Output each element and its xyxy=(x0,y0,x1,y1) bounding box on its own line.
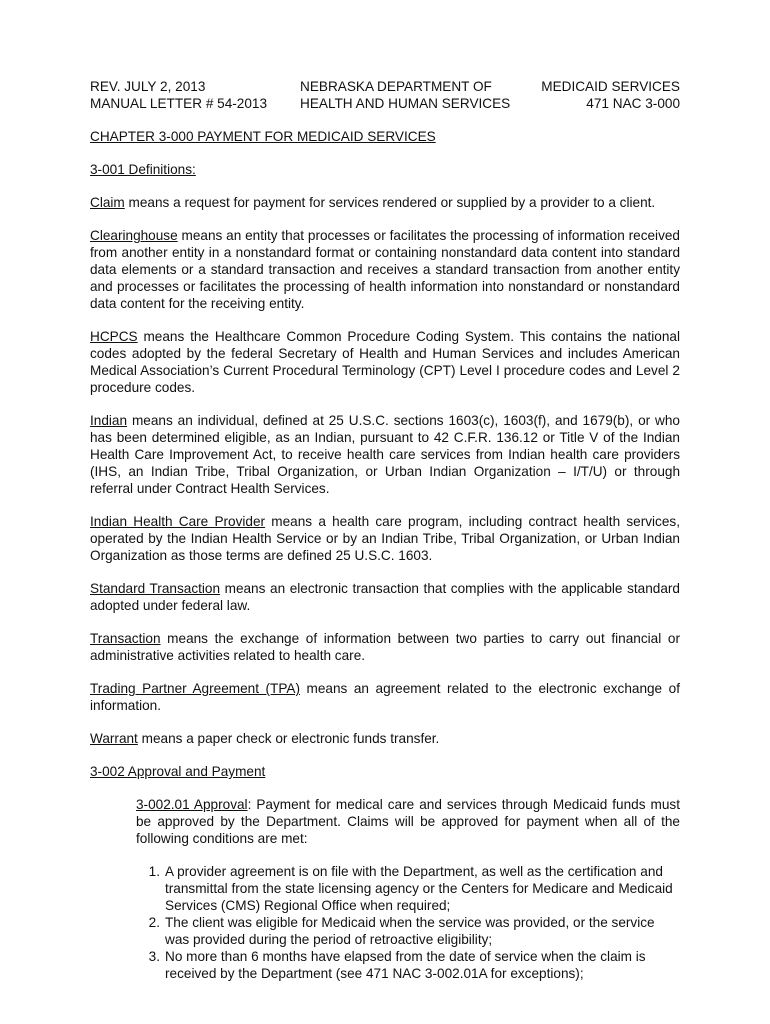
definition-paragraph xyxy=(90,328,680,396)
definition-term: Trading Partner Agreement (TPA) xyxy=(90,681,300,696)
list-number: 3. xyxy=(148,949,160,964)
approval-term: 3-002.01 Approval xyxy=(136,797,248,812)
definition-term: Indian xyxy=(90,413,128,428)
definition-term: Clearinghouse xyxy=(90,228,178,243)
list-number: 2. xyxy=(148,915,160,930)
definition-text: means a health care program, including contract health services, operated by the Indian Health Service or by an Indian Tribe, Tribal Organization, or Urban Indian Organization as those terms are defined 25 U.S.C. 1603. xyxy=(90,514,680,563)
list-item xyxy=(136,863,680,914)
header-row-2 xyxy=(90,95,680,112)
document-page xyxy=(90,78,680,982)
definition-text: means an agreement related to the electronic exchange of information. xyxy=(90,681,680,713)
list-item xyxy=(136,914,680,948)
definition-term: Claim xyxy=(90,195,125,210)
department-name-line1: NEBRASKA DEPARTMENT OF xyxy=(300,79,492,94)
definition-paragraph xyxy=(90,580,680,614)
manual-letter: MANUAL LETTER # 54-2013 xyxy=(90,96,268,111)
approval-paragraph xyxy=(136,796,680,847)
definition-text: means the exchange of information between two parties to carry out financial or administrative activities related to health care. xyxy=(90,631,680,663)
revision-date: REV. JULY 2, 2013 xyxy=(90,79,206,94)
definition-paragraph xyxy=(90,227,680,312)
definition-term: Transaction xyxy=(90,631,161,646)
nac-code: 471 NAC 3-000 xyxy=(586,96,680,111)
definition-paragraph xyxy=(90,630,680,664)
definition-text: means an entity that processes or facilitates the processing of information received from another entity in a nonstandard format or containing nonstandard data content into standard data elements or a standard transaction and receives a standard transaction from another entity and processes or facilitates the processing of health information into nonstandard or nonstandard data content for the receiving entity. xyxy=(90,228,680,311)
list-text: No more than 6 months have elapsed from the date of service when the claim is received by the Department (see 471 NAC 3-002.01A for exceptions); xyxy=(165,949,646,981)
definition-text: means the Healthcare Common Procedure Coding System. This contains the national codes adopted by the federal Secretary of Health and Human Services and includes American Medical Association’s Current Procedural Terminology (CPT) Level I procedure codes and Level 2 procedure codes. xyxy=(90,329,680,395)
program-name: MEDICAID SERVICES xyxy=(541,79,680,94)
definition-paragraph xyxy=(90,680,680,714)
list-text: The client was eligible for Medicaid when the service was provided, or the service was provided during the period of retroactive eligibility; xyxy=(165,915,655,947)
definition-text: means a request for payment for services rendered or supplied by a provider to a client. xyxy=(124,195,656,210)
definition-term: Indian Health Care Provider xyxy=(90,514,266,529)
definition-paragraph xyxy=(90,730,680,747)
chapter-title: CHAPTER 3-000 PAYMENT FOR MEDICAID SERVICES xyxy=(90,129,436,144)
header-row-1 xyxy=(90,78,680,95)
definition-paragraph xyxy=(90,194,680,211)
list-number: 1. xyxy=(148,864,160,879)
definition-term: HCPCS xyxy=(90,329,138,344)
definition-paragraph xyxy=(90,412,680,497)
definition-paragraph xyxy=(90,513,680,564)
list-text: A provider agreement is on file with the Department, as well as the certification and transmittal from the state licensing agency or the Centers for Medicare and Medicaid Services (CMS) Regional Office when required; xyxy=(165,864,673,913)
approval-text: : Payment for medical care and services through Medicaid funds must be approved by the Department. Claims will be approved for payment when all of the following conditions are met: xyxy=(136,797,680,846)
conditions-list xyxy=(136,863,680,982)
section-heading-definitions: 3-001 Definitions: xyxy=(90,162,196,177)
definition-text: means an electronic transaction that complies with the applicable standard adopted under federal law. xyxy=(90,581,680,613)
section-heading-approval: 3-002 Approval and Payment xyxy=(90,764,266,779)
definition-text: means an individual, defined at 25 U.S.C. sections 1603(c), 1603(f), and 1679(b), or who has been determined eligible, as an Indian, pursuant to 42 C.F.R. 136.12 or Title V of the Indian Health Care Improvement Act, to receive health care services from Indian health care providers (IHS, an Indian Tribe, Tribal Organization, or Urban Indian Organization – I/T/U) or through referral under Contract Health Services. xyxy=(90,413,680,496)
department-name-line2: HEALTH AND HUMAN SERVICES xyxy=(300,96,511,111)
definition-text: means a paper check or electronic funds transfer. xyxy=(137,731,440,746)
definition-term: Warrant xyxy=(90,731,138,746)
list-item xyxy=(136,948,680,982)
definition-term: Standard Transaction xyxy=(90,581,221,596)
